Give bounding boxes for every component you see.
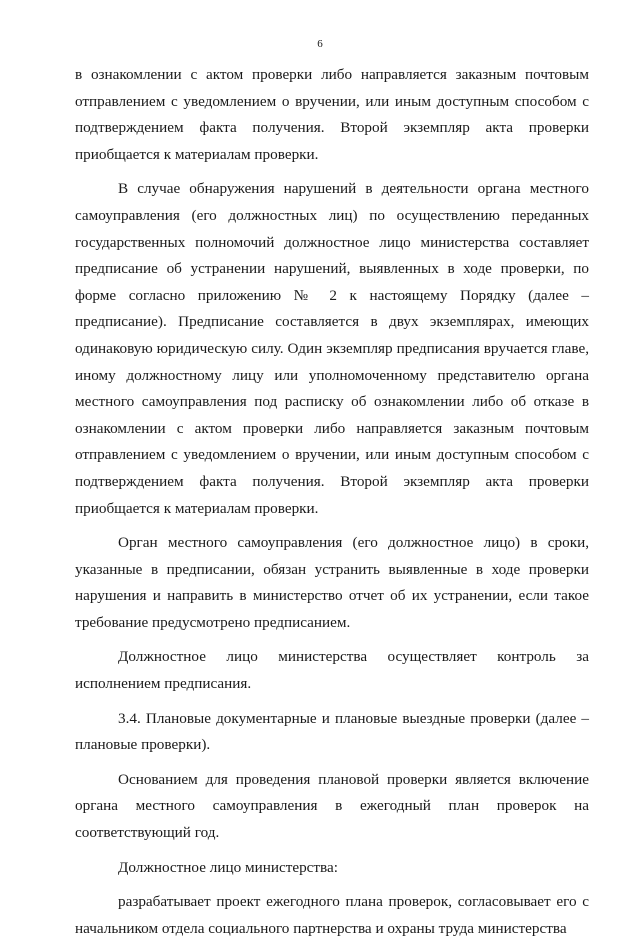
document-body bbox=[75, 62, 589, 942]
paragraph-official-heading: Должностное лицо министерства: bbox=[118, 858, 338, 876]
paragraph-continuation: в ознакомлении с актом проверки либо направляется заказным почтовым отправлением с уведомлением о вручении, или иным доступным способом с подтверждением факта получения. Второй экземпляр акта проверки приобщается к материалам проверки. bbox=[75, 66, 589, 163]
paragraph-local-government-duty: Орган местного самоуправления (его должностное лицо) в сроки, указанные в предписании, обязан устранить выявленные в ходе проверки нарушения и направить в министерство отчет об их устранении, если такое требование предусмотрено предписанием. bbox=[75, 534, 589, 631]
page-number: 6 bbox=[317, 38, 323, 50]
paragraph-plan-development: разрабатывает проект ежегодного плана проверок, согласовывает его с начальником отдела социального партнерства и охраны труда министерства bbox=[75, 893, 589, 937]
paragraph-violations-order: В случае обнаружения нарушений в деятельности органа местного самоуправления (его должностных лиц) по осуществлению переданных государственных полномочий должностное лицо министерства составляет предписание об устранении нарушений, выявленных в ходе проверки, по форме согласно приложению № 2 к настоящему Порядку (далее – предписание). Предписание составляется в двух экземплярах, имеющих одинаковую юридическую силу. Один экземпляр предписания вручается главе, иному должностному лицу или уполномоченному представителю органа местного самоуправления под расписку об ознакомлении либо об отказе в ознакомлении с актом проверки либо направляется заказным почтовым отправлением с уведомлением о вручении, или иным доступным способом с подтверждением факта получения. Второй экземпляр акта проверки приобщается к материалам проверки. bbox=[75, 180, 589, 517]
paragraph-planned-inspection-basis: Основанием для проведения плановой проверки является включение органа местного самоуправления в ежегодный план проверок на соответствующий год. bbox=[75, 770, 589, 842]
paragraph-control: Должностное лицо министерства осуществляет контроль за исполнением предписания. bbox=[75, 648, 589, 693]
paragraph-section-3-4: 3.4. Плановые документарные и плановые выездные проверки (далее – плановые проверки). bbox=[75, 709, 589, 754]
